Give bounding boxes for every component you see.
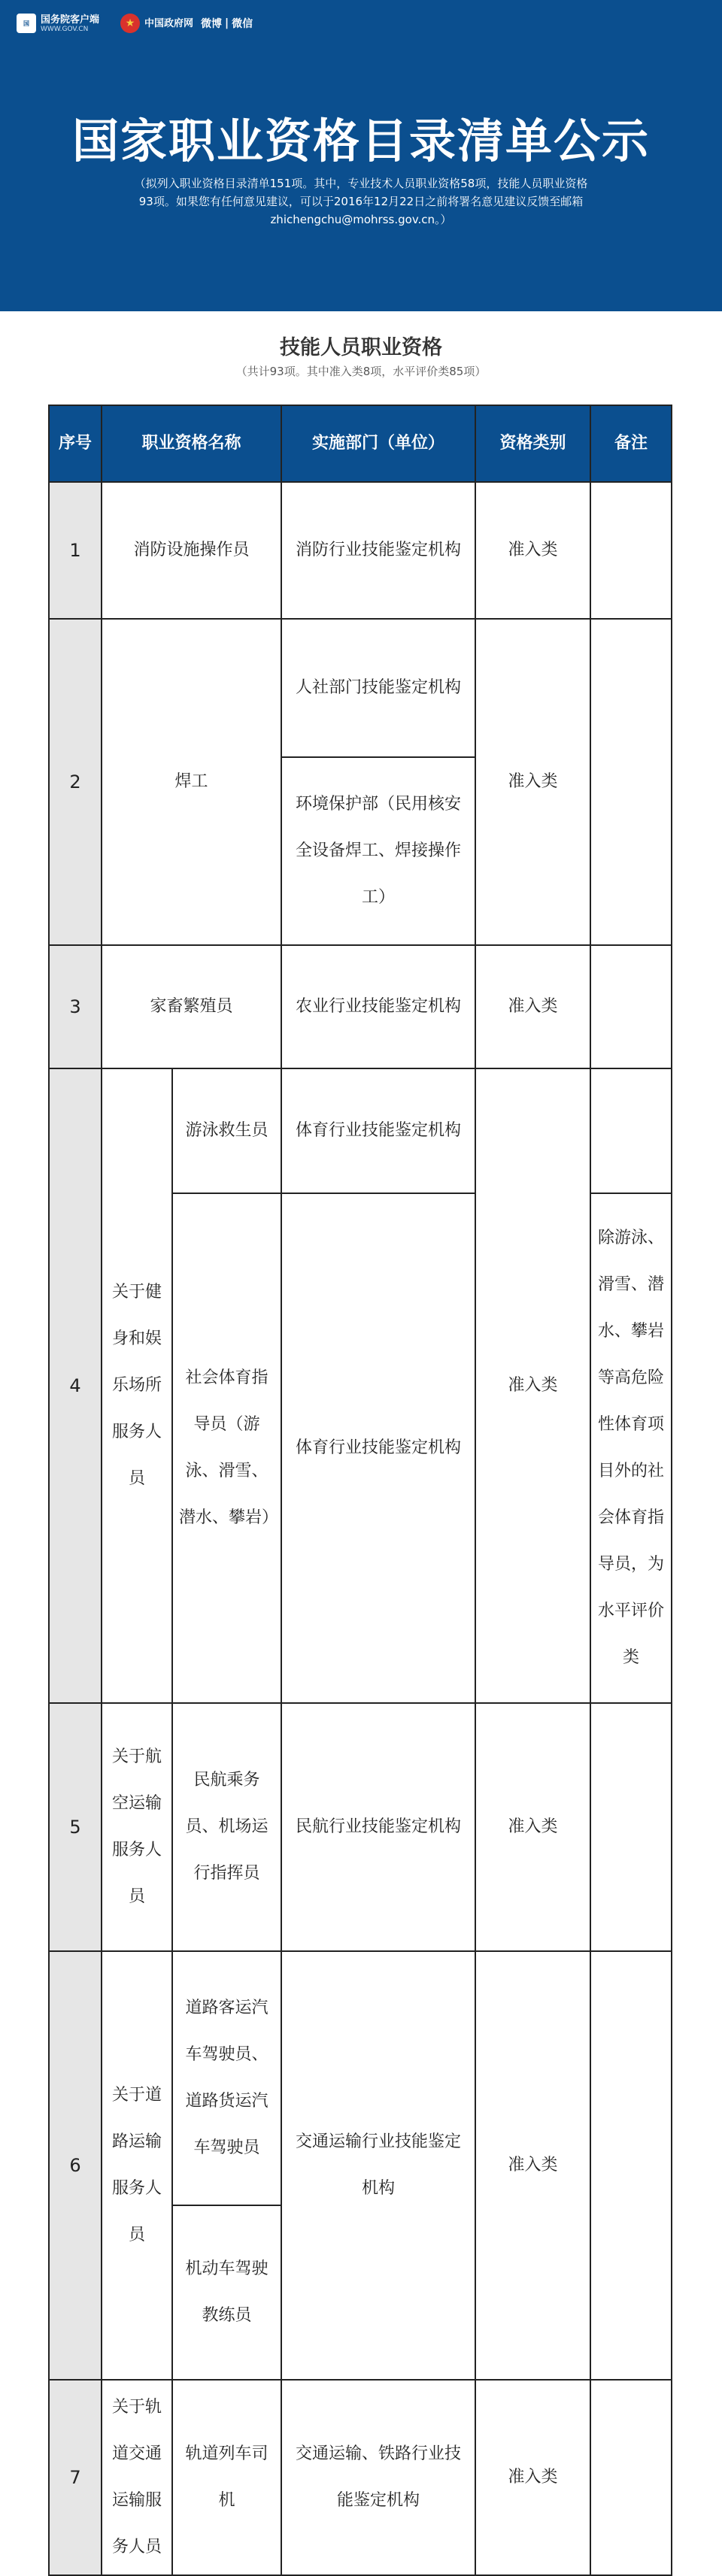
row-note [590,1068,672,1193]
row-category: 准入类 [475,482,590,619]
row-no: 7 [49,2380,102,2575]
row-group: 关于航空运输服务人员 [102,1703,172,1951]
header-dept: 实施部门（单位） [281,405,475,482]
header-logos [17,14,253,33]
row-note [590,1703,672,1951]
row-no: 5 [49,1703,102,1951]
table-row [49,1951,672,2205]
row-note [590,2380,672,2575]
row-subname: 社会体育指导员（游泳、滑雪、潜水、攀岩） [172,1193,281,1703]
row-dept: 交通运输行业技能鉴定机构 [281,1951,475,2380]
weibo-label: 微博 [201,18,223,30]
row-no: 3 [49,945,102,1068]
header-name: 职业资格名称 [102,405,281,482]
row-dept: 农业行业技能鉴定机构 [281,945,475,1068]
state-council-logo-text [41,14,99,33]
gov-site-logo-text: 中国政府网 [144,17,194,29]
logo1-title: 国务院客户端 [41,14,100,26]
section-title: 技能人员职业资格 [280,336,442,359]
row-subname: 民航乘务员、机场运行指挥员 [172,1703,281,1951]
row-category: 准入类 [475,619,590,945]
row-dept: 人社部门技能鉴定机构 [281,619,475,757]
row-dept: 民航行业技能鉴定机构 [281,1703,475,1951]
row-name: 消防设施操作员 [102,482,281,619]
page-subtitle: （拟列入职业资格目录清单151项。其中，专业技术人员职业资格58项，技能人员职业资格93项。如果您有任何意见建议，可以于2016年12月22日之前将署名意见建议反馈至邮箱zhichengchu@mohrss.gov.cn。） [134,177,588,226]
table-row [49,945,672,1068]
row-note [590,619,672,945]
row-category: 准入类 [475,1703,590,1951]
row-note [590,945,672,1068]
table-row [49,1068,672,1193]
row-dept: 消防行业技能鉴定机构 [281,482,475,619]
row-note: 除游泳、滑雪、潜水、攀岩等高危险性体育项目外的社会体育指导员，为水平评价类 [590,1193,672,1703]
row-category: 准入类 [475,1951,590,2380]
row-note [590,1951,672,2380]
header-note: 备注 [590,405,672,482]
qualification-table [48,405,672,2576]
page-title: 国家职业资格目录清单公示 [71,114,650,168]
row-subname: 游泳救生员 [172,1068,281,1193]
row-category: 准入类 [475,945,590,1068]
row-dept: 环境保护部（民用核安全设备焊工、焊接操作工） [281,757,475,945]
table-row [49,482,672,619]
state-council-logo-icon: 国 [17,14,36,33]
row-group: 关于健身和娱乐场所服务人员 [102,1068,172,1703]
row-note [590,482,672,619]
table-row [49,1703,672,1951]
row-dept: 体育行业技能鉴定机构 [281,1193,475,1703]
row-no: 2 [49,619,102,945]
header-no: 序号 [49,405,102,482]
table-header-row [49,405,672,482]
row-category: 准入类 [475,2380,590,2575]
row-dept: 体育行业技能鉴定机构 [281,1068,475,1193]
row-subname: 机动车驾驶教练员 [172,2205,281,2380]
section-subtitle: （共计93项。其中准入类8项，水平评价类85项） [235,365,487,378]
row-group: 关于道路运输服务人员 [102,1951,172,2380]
row-no: 1 [49,482,102,619]
page-header [0,0,722,311]
logo1-sub: WWW.GOV.CN [41,25,89,33]
row-name: 家畜繁殖员 [102,945,281,1068]
logo-divider: | [225,17,229,29]
row-subname: 轨道列车司机 [172,2380,281,2575]
weixin-label: 微信 [232,18,253,30]
row-group: 关于轨道交通运输服务人员 [102,2380,172,2575]
table-row [49,2380,672,2575]
table-row [49,619,672,757]
row-dept: 交通运输、铁路行业技能鉴定机构 [281,2380,475,2575]
header-category: 资格类别 [475,405,590,482]
row-no: 4 [49,1068,102,1703]
row-name: 焊工 [102,619,281,945]
national-emblem-icon: ★ [120,14,140,33]
row-no: 6 [49,1951,102,2380]
row-subname: 道路客运汽车驾驶员、道路货运汽车驾驶员 [172,1951,281,2205]
row-category: 准入类 [475,1068,590,1703]
